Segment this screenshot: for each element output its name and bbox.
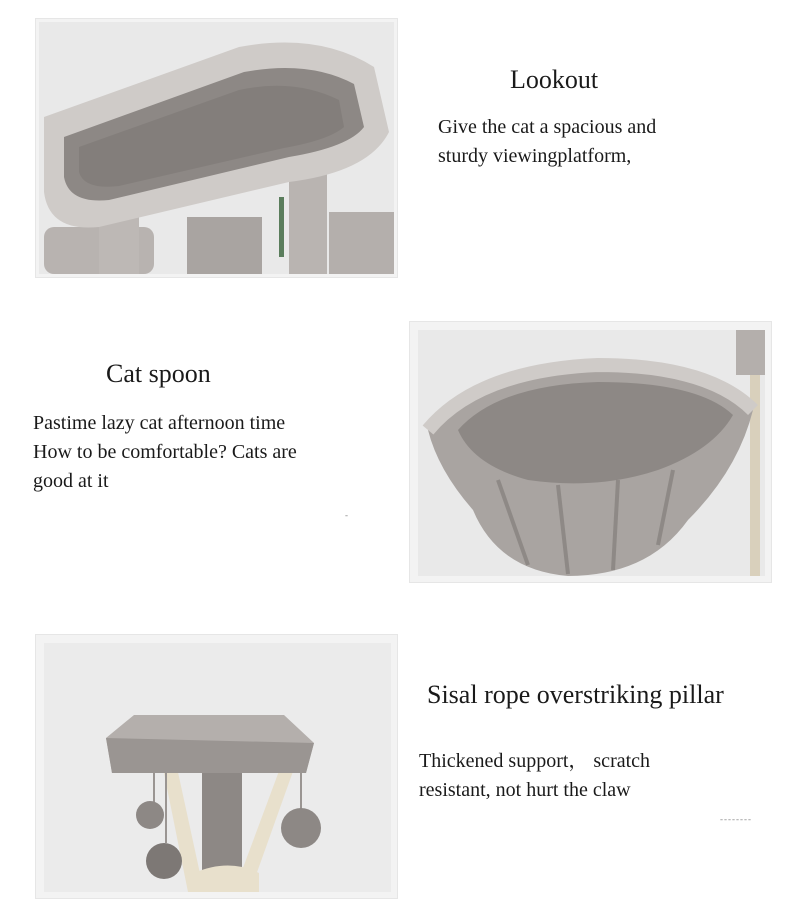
sisal-pillar-image <box>44 643 391 892</box>
lookout-description <box>438 113 656 171</box>
section-cat-spoon <box>0 300 790 610</box>
sisal-pillar-description <box>419 747 650 805</box>
sisal-pillar-desc-line-1: Thickened support， scratch <box>419 750 651 772</box>
sisal-pillar-title: Sisal rope overstriking pillar <box>427 680 724 709</box>
cat-spoon-desc-line-2: How to be comfortable? Cats are <box>33 441 297 463</box>
sisal-pillar-photo <box>35 634 398 899</box>
section-sisal-pillar <box>0 610 790 911</box>
cat-spoon-mark: - <box>345 510 349 520</box>
lookout-desc-line-2: sturdy viewingplatform, <box>438 145 632 167</box>
section-lookout <box>0 0 790 300</box>
hammock-photo <box>409 321 772 583</box>
cat-spoon-desc-line-3: good at it <box>33 470 109 492</box>
cat-spoon-description <box>33 409 297 496</box>
lookout-title: Lookout <box>510 65 599 94</box>
sisal-pillar-desc-line-2: resistant, not hurt the claw <box>419 779 631 801</box>
sisal-pillar-mark: -------- <box>720 814 752 824</box>
cat-spoon-title: Cat spoon <box>106 359 211 388</box>
cat-spoon-desc-line-1: Pastime lazy cat afternoon time <box>33 412 286 434</box>
lookout-desc-line-1: Give the cat a spacious and <box>438 116 657 138</box>
hammock-image <box>418 330 765 576</box>
lookout-platform-image <box>39 22 394 274</box>
lookout-platform-photo <box>35 18 398 278</box>
